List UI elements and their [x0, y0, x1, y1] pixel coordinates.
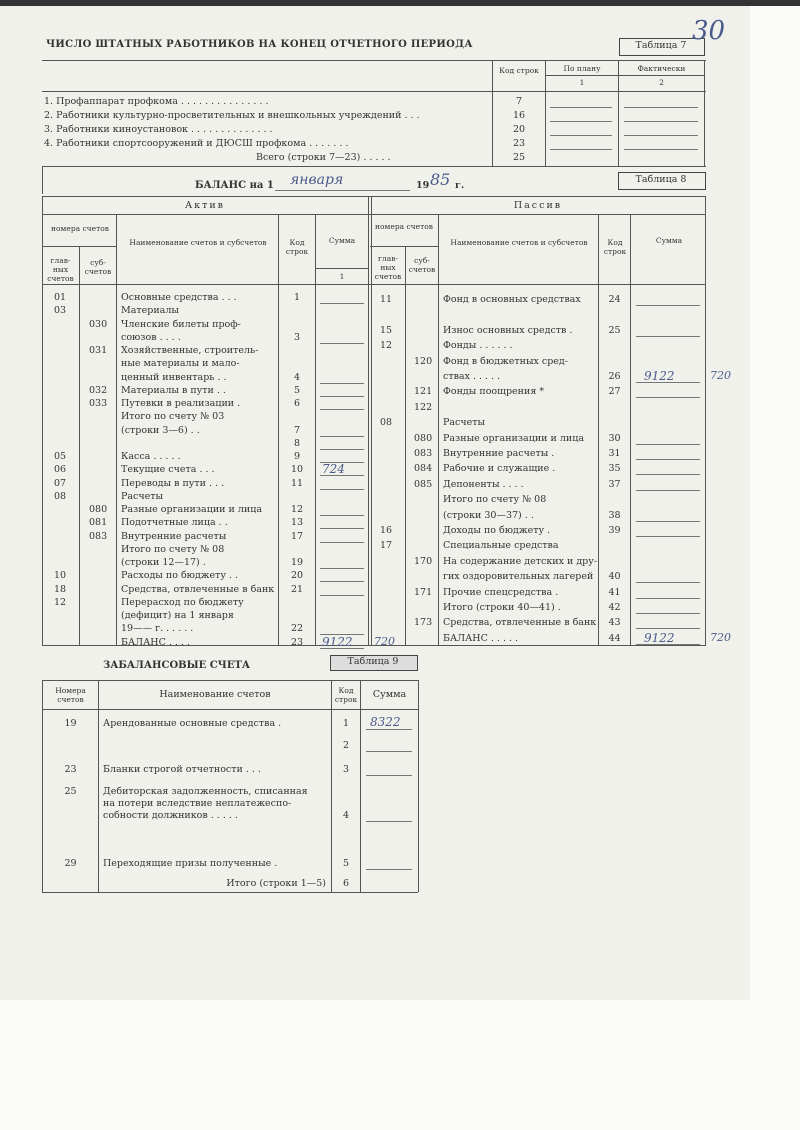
asset-sum-blank [320, 449, 364, 450]
staff-total-label: Всего (строки 7—23) . . . . . [256, 152, 391, 163]
liab-sub-account: 084 [414, 463, 433, 475]
asset-sum-blank [320, 528, 364, 529]
asset-sub-account: 083 [89, 530, 108, 542]
handwritten-page-number: 30 [692, 16, 726, 46]
asset-label: Путевки в реализации . [121, 398, 241, 409]
rule [116, 214, 117, 645]
assets-header: Актив [184, 200, 226, 211]
scan-edge [0, 0, 800, 6]
liab-code: 44 [608, 632, 621, 644]
asset-main-account: 06 [54, 464, 67, 476]
offbalance-row-label: собности должников . . . . . [103, 810, 238, 821]
liab-label: (строки 30—37) . . [443, 509, 534, 521]
liab-code: 35 [608, 463, 621, 475]
liab-code: 24 [608, 294, 621, 305]
staff-row-actual-blank [624, 107, 698, 108]
asset-main-account: 08 [54, 490, 67, 502]
asset-sum-blank [320, 489, 364, 490]
liab-sum-blank [636, 397, 700, 398]
liab-label: Средства, отвлеченные в банк [443, 617, 597, 629]
asset-sub-account: 030 [89, 318, 108, 330]
asset-main-account: 01 [54, 292, 67, 303]
asset-code: 4 [293, 371, 301, 383]
offbalance-row-label: Дебиторская задолженность, списанная [103, 786, 308, 797]
asset-main-account: 12 [54, 596, 67, 608]
balance-title-year-suffix: г. [455, 180, 465, 191]
offbalance-row-number: 23 [64, 764, 77, 775]
liab-sum-blank [636, 444, 700, 445]
liab-sum-extra: 720 [710, 369, 731, 382]
liab-sub-account: 121 [414, 386, 433, 398]
liab-sum-blank [636, 628, 700, 629]
staff-row-label: 2. Работники культурно-просветительных и внешкольных учреждений . . . [44, 110, 420, 121]
liab-label: Специальные средства [443, 540, 559, 552]
liab-sub-account: 173 [414, 617, 433, 629]
offbalance-col-numbers: Номера счетов [55, 686, 86, 704]
asset-code: 8 [293, 437, 301, 449]
liab-col-sum: Сумма [655, 236, 683, 245]
liab-label: Разные организации и лица [443, 432, 585, 444]
liab-sum-blank [636, 474, 700, 475]
asset-sub-account: 033 [89, 398, 108, 409]
liab-main-account: 16 [380, 525, 393, 536]
liab-label: Фонды . . . . . . [443, 340, 513, 352]
liab-label: Рабочие и служащие . [443, 463, 556, 475]
liab-code: 37 [608, 478, 621, 490]
rule [315, 214, 316, 645]
asset-label: (дефицит) на 1 января [121, 610, 234, 621]
staff-row-code: 20 [512, 124, 526, 135]
staff-col-code: Код строк [499, 66, 539, 75]
asset-code: 23 [290, 636, 304, 648]
asset-label: Основные средства . . . [121, 292, 237, 303]
asset-sum-blank [320, 436, 364, 437]
assets-col-name: Наименование счетов и субсчетов [129, 238, 267, 247]
offbalance-row-label: Арендованные основные средства . [103, 718, 282, 729]
liab-sum-blank [636, 336, 700, 337]
liab-label: ствах . . . . . [443, 371, 501, 382]
liab-label: На содержание детских и дру- [443, 555, 598, 567]
asset-code: 17 [290, 530, 304, 542]
asset-label: союзов . . . . [121, 331, 181, 343]
asset-label: ные материалы и мало- [121, 358, 240, 370]
liab-col-name: Наименование счетов и субсчетов [450, 238, 588, 247]
asset-label: Расчеты [121, 490, 164, 502]
liab-label: Итого по счету № 08 [443, 494, 547, 506]
liab-main-account: 08 [380, 417, 393, 429]
asset-label: Расходы по бюджету . . [121, 570, 239, 582]
asset-sum-blank [320, 409, 364, 410]
asset-code: 3 [293, 331, 301, 343]
offbalance-row-code: 5 [342, 858, 350, 869]
asset-label: Разные организации и лица [121, 504, 263, 515]
staff-table-label: Таблица 7 [635, 40, 687, 51]
staff-row-plan-blank [550, 135, 612, 136]
staff-col-actual: Фактически [637, 64, 686, 73]
liab-col-code: Код строк [603, 238, 627, 256]
asset-main-account: 10 [54, 570, 67, 582]
staff-row-label: 3. Работники киноустановок . . . . . . . . . . . . . . [44, 124, 273, 135]
staff-col-plan: По плану [563, 64, 601, 73]
asset-label: Хозяйственные, строитель- [121, 345, 259, 356]
asset-code: 19 [290, 557, 304, 568]
rule [42, 196, 706, 197]
liab-sub-account: 171 [414, 586, 433, 598]
asset-main-account: 07 [54, 477, 67, 489]
asset-sum-blank [320, 581, 364, 582]
asset-label: Материалы в пути . . [121, 384, 226, 396]
balance-title-year-prefix: 19 [416, 180, 430, 191]
liab-label: Внутренние расчеты . [443, 448, 555, 459]
asset-sum-value: 9122 [322, 634, 353, 649]
asset-sum-value: 724 [322, 462, 345, 477]
liab-label: гих оздоровительных лагерей [443, 571, 594, 583]
asset-code: 9 [293, 451, 301, 462]
liab-code: 39 [608, 525, 621, 536]
offbalance-row-sum-value: 8322 [370, 715, 401, 729]
liab-sub-account: 083 [414, 448, 433, 459]
offbalance-row-sum-blank [366, 869, 412, 870]
liab-code: 25 [608, 324, 621, 336]
staff-row-code: 7 [515, 96, 523, 107]
offbalance-row-number: 25 [64, 786, 77, 797]
liab-code: 43 [608, 617, 621, 629]
liab-code: 41 [608, 586, 621, 598]
liab-code: 38 [608, 509, 621, 521]
asset-sub-account: 031 [89, 345, 108, 356]
rule [42, 284, 706, 285]
liab-sum-blank [636, 305, 700, 306]
offbalance-row-sum-blank [366, 775, 412, 776]
asset-label: Итого по счету № 08 [121, 543, 225, 555]
liab-label: Итого (строки 40—41) . [443, 602, 561, 613]
rule [42, 214, 706, 215]
asset-main-account: 03 [54, 305, 67, 317]
offbalance-table-label: Таблица 9 [347, 656, 399, 667]
balance-table-label: Таблица 8 [635, 174, 687, 185]
liab-sum-extra: 720 [710, 630, 731, 644]
asset-code: 6 [293, 398, 301, 409]
liab-col-sub: суб-счетов [408, 256, 436, 274]
rule [438, 214, 439, 645]
staff-row-code: 16 [512, 110, 526, 121]
liab-label: Прочие спецсредства . [443, 586, 559, 598]
liab-sum-blank [636, 521, 700, 522]
liab-sum-blank [636, 582, 700, 583]
asset-label: Переводы в пути . . . [121, 477, 225, 489]
offbalance-col-code: Код строк [334, 686, 358, 704]
rule [418, 680, 419, 892]
staff-row-actual-blank [624, 121, 698, 122]
rule [545, 75, 705, 76]
offbalance-title: ЗАБАЛАНСОВЫЕ СЧЕТА [103, 660, 251, 671]
liabilities-header: Пассив [513, 200, 563, 211]
staff-row-label: 1. Профаппарат профкома . . . . . . . . . . . . . . . [44, 96, 269, 107]
asset-sum-blank [320, 396, 364, 397]
offbalance-row-sum-blank [366, 821, 412, 822]
staff-row-plan-blank [550, 121, 612, 122]
offbalance-row-label: Переходящие призы полученные . [103, 858, 278, 869]
liab-code: 31 [608, 448, 621, 459]
rule [275, 190, 410, 191]
staff-row-plan-blank [550, 149, 612, 150]
asset-code: 10 [290, 464, 304, 476]
asset-label: Средства, отвлеченные в банк [121, 583, 275, 595]
staff-row-actual-blank [624, 135, 698, 136]
asset-label: Внутренние расчеты [121, 530, 227, 542]
liab-sum-value: 9122 [644, 630, 675, 645]
liab-label: Износ основных средств . [443, 324, 573, 336]
staff-row-plan-blank [550, 107, 612, 108]
asset-sum-blank [320, 343, 364, 344]
balance-title-prefix: БАЛАНС на 1 [195, 180, 274, 191]
asset-label: Членские билеты проф- [121, 318, 241, 330]
asset-sum-blank [320, 595, 364, 596]
liab-main-account: 15 [380, 324, 393, 336]
liab-sum-blank [636, 613, 700, 614]
liab-sum-blank [636, 536, 700, 537]
rule [42, 166, 43, 194]
rule [705, 196, 706, 645]
liab-col-main: глав-ных счетов [374, 254, 402, 281]
offbalance-row-code: 4 [342, 810, 350, 821]
asset-sub-account: 032 [89, 384, 108, 396]
rule [370, 246, 438, 247]
offbalance-row-number: 19 [64, 718, 77, 729]
assets-col-code: Код строк [285, 238, 309, 256]
asset-label: Перерасход по бюджету [121, 596, 244, 608]
offbalance-total-label: Итого (строки 1—5) [226, 878, 326, 889]
asset-sum-blank [320, 515, 364, 516]
asset-sum-blank [320, 303, 364, 304]
asset-label: Материалы [121, 305, 179, 317]
offbalance-row-number: 29 [64, 858, 77, 869]
asset-label: Касса . . . . . [121, 451, 181, 462]
rule [371, 196, 372, 645]
rule [98, 680, 99, 892]
asset-code: 13 [290, 517, 304, 529]
assets-col-main: глав-ных счетов [47, 256, 74, 283]
liab-label: Доходы по бюджету . [443, 525, 551, 536]
offbalance-row-code: 2 [342, 740, 350, 751]
asset-sum-blank [320, 568, 364, 569]
liab-col-account-numbers: номера счетов [375, 222, 433, 231]
liab-sum-blank [636, 490, 700, 491]
assets-col-sum: Сумма [328, 236, 356, 245]
asset-code: 7 [293, 424, 301, 436]
asset-label: 19—— г. . . . . . [121, 623, 194, 635]
asset-code: 21 [290, 583, 304, 595]
asset-sum-extra: 720 [374, 634, 395, 648]
rule [368, 196, 369, 645]
offbalance-row-code: 3 [342, 764, 350, 775]
asset-sub-account: 080 [89, 504, 108, 515]
assets-col-sum-num: 1 [339, 272, 345, 281]
asset-sum-blank [320, 542, 364, 543]
offbalance-row-code: 1 [342, 718, 350, 729]
liab-main-account: 11 [380, 294, 393, 305]
staff-row-label: 4. Работники спортсооружений и ДЮСШ профкома . . . . . . . [44, 138, 349, 149]
asset-label: ценный инвентарь . . [121, 371, 227, 383]
asset-code: 20 [290, 570, 304, 582]
asset-main-account: 18 [54, 583, 67, 595]
asset-code: 11 [290, 477, 304, 489]
rule [630, 214, 631, 645]
rule [42, 196, 43, 645]
liab-code: 26 [608, 371, 621, 382]
rule [42, 166, 706, 167]
assets-col-sub: суб-счетов [84, 258, 112, 276]
liab-sub-account: 120 [414, 355, 433, 367]
rule [42, 892, 418, 893]
staff-row-code: 23 [512, 138, 526, 149]
liab-sub-account: 085 [414, 478, 433, 490]
offbalance-row-label: Бланки строгой отчетности . . . [103, 764, 261, 775]
rule [316, 268, 368, 269]
rule [79, 246, 80, 645]
liab-label: Фонд в основных средствах [443, 294, 581, 305]
liab-sub-account: 170 [414, 555, 433, 567]
asset-code: 1 [293, 292, 301, 303]
rule [42, 91, 706, 92]
balance-title-year: 85 [430, 170, 451, 189]
offbalance-row-label: на потери вследствие неплатежеспо- [103, 798, 292, 809]
liab-sub-account: 122 [414, 401, 433, 413]
asset-label: Итого по счету № 03 [121, 411, 225, 423]
liab-code: 27 [608, 386, 621, 398]
liab-label: Депоненты . . . . [443, 478, 524, 490]
staff-total-code: 25 [512, 152, 526, 163]
asset-label: Текущие счета . . . [121, 464, 215, 476]
liab-sub-account: 080 [414, 432, 433, 444]
balance-title-date: января [290, 172, 344, 188]
asset-label: БАЛАНС . . . . [121, 636, 191, 648]
staff-col-plan-num: 1 [579, 78, 585, 87]
rule [42, 60, 706, 61]
liab-sum-value: 9122 [644, 369, 675, 383]
liab-main-account: 17 [380, 540, 393, 552]
liab-sum-blank [636, 598, 700, 599]
asset-code: 22 [290, 623, 304, 635]
asset-sum-blank [320, 383, 364, 384]
liab-code: 40 [608, 571, 621, 583]
rule [360, 680, 361, 892]
liab-label: Фонд в бюджетных сред- [443, 355, 568, 367]
asset-label: (строки 3—6) . . [121, 424, 200, 436]
liab-main-account: 12 [380, 340, 393, 352]
assets-col-account-numbers: номера счетов [51, 224, 109, 233]
offbalance-total-code: 6 [342, 878, 350, 889]
staff-col-actual-num: 2 [659, 78, 664, 87]
asset-code: 5 [293, 384, 301, 396]
liab-label: БАЛАНС . . . . . [443, 632, 519, 644]
liab-label: Расчеты [443, 417, 486, 429]
rule [405, 246, 406, 645]
liab-label: Фонды поощрения * [443, 386, 545, 398]
liab-code: 30 [608, 432, 621, 444]
asset-main-account: 05 [54, 451, 67, 462]
offbalance-row-sum-blank [366, 751, 412, 752]
liab-code: 42 [608, 602, 621, 613]
asset-sub-account: 081 [89, 517, 108, 529]
staff-row-actual-blank [624, 149, 698, 150]
offbalance-row-sum-blank [366, 729, 412, 730]
offbalance-col-sum: Сумма [372, 689, 407, 700]
liab-sum-blank [636, 459, 700, 460]
asset-label: (строки 12—17) . [121, 557, 206, 568]
offbalance-col-name: Наименование счетов [159, 689, 271, 700]
asset-code: 12 [290, 504, 304, 515]
asset-label: Подотчетные лица . . [121, 517, 228, 529]
staff-title: ЧИСЛО ШТАТНЫХ РАБОТНИКОВ НА КОНЕЦ ОТЧЕТНОГО ПЕРИОДА [46, 39, 473, 50]
